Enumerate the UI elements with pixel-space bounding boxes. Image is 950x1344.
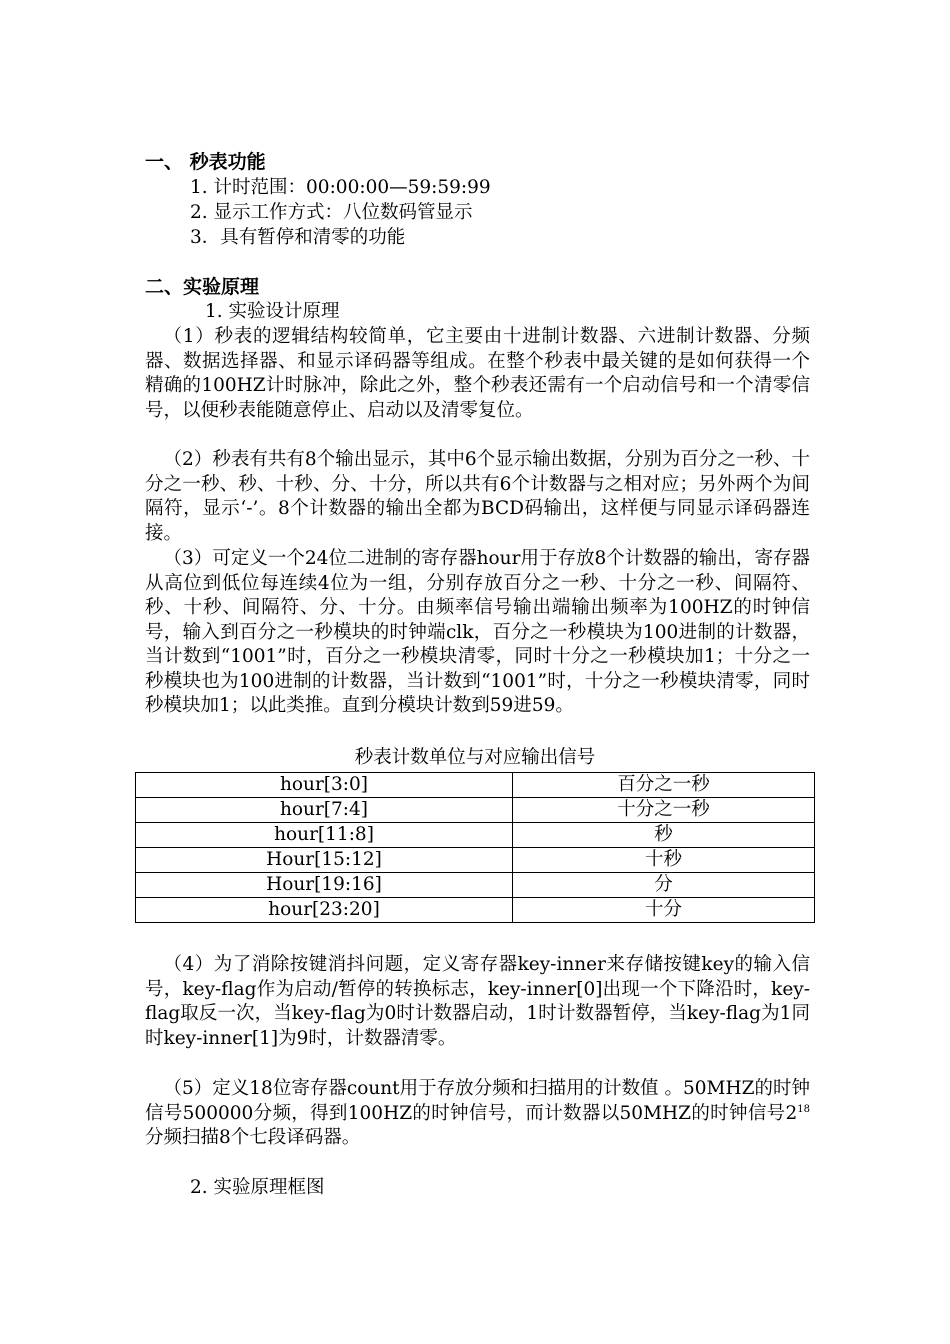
table-row: [136, 873, 815, 898]
paragraph-3: （3）可定义一个24位二进制的寄存器hour用于存放8个计数器的输出，寄存器从高位到低位每连续4位为一组，分别存放百分之一秒、十分之一秒、间隔符、秒、十秒、间隔符、分、十分。由频率信号输出端输出频率为100HZ的时钟信号，输入到百分之一秒模块的时钟端clk，百分之一秒模块为100进制的计数器，当计数到“1001”时，百分之一秒模块清零，同时十分之一秒模块加1；十分之一秒模块也为100进制的计数器，当计数到“1001”时，十分之一秒模块清零，同时秒模块加1；以此类推。直到分模块计数到59进59。: [145, 548, 810, 716]
paragraph-1: （1）秒表的逻辑结构较简单，它主要由十进制计数器、六进制计数器、分频器、数据选择器、和显示译码器等组成。在整个秒表中最关键的是如何获得一个精确的100HZ计时脉冲，除此之外，整个秒表还需有一个启动信号和一个清零信号，以便秒表能随意停止、启动以及清零复位。: [145, 326, 810, 421]
unit-cell: 十秒: [513, 848, 815, 873]
list-item: 3．具有暂停和清零的功能: [190, 227, 406, 248]
table-row: [136, 823, 815, 848]
table-row: [136, 848, 815, 873]
signal-cell: Hour[15:12]: [136, 848, 513, 873]
unit-cell: 十分: [513, 898, 815, 923]
signal-cell: hour[7:4]: [136, 798, 513, 823]
unit-cell: 秒: [513, 823, 815, 848]
list-item: 1. 计时范围：00:00:00—59:59:99: [190, 177, 491, 198]
unit-cell: 分: [513, 873, 815, 898]
section-2-heading: 二、实验原理: [145, 276, 260, 298]
subsection-title: 2. 实验原理框图: [190, 1177, 325, 1198]
list-item: 2. 显示工作方式：八位数码管显示: [190, 202, 473, 223]
signal-cell: hour[11:8]: [136, 823, 513, 848]
subsection-title: 1. 实验设计原理: [205, 301, 340, 322]
section-1-heading: 一、 秒表功能: [145, 151, 266, 173]
paragraph-5: [145, 1077, 810, 1151]
signal-cell: Hour[19:16]: [136, 873, 513, 898]
table-row: [136, 798, 815, 823]
table-row: [136, 898, 815, 923]
table-caption: 秒表计数单位与对应输出信号: [354, 747, 596, 768]
paragraph-5-text-a: （5）定义18位寄存器count用于存放分频和扫描用的计数值 。50MHZ的时钟信号500000分频，得到100HZ的时钟信号，而计数器以50MHZ的时钟信号2: [145, 1078, 810, 1124]
unit-cell: 百分之一秒: [513, 773, 815, 798]
signal-cell: hour[23:20]: [136, 898, 513, 923]
signal-cell: hour[3:0]: [136, 773, 513, 798]
paragraph-5-text-b: 分频扫描8个七段译码器。: [145, 1127, 361, 1148]
unit-cell: 十分之一秒: [513, 798, 815, 823]
table-row: [136, 773, 815, 798]
paragraph-2: （2）秒表有共有8个输出显示，其中6个显示输出数据，分别为百分之一秒、十分之一秒、秒、十秒、分、十分，所以共有6个计数器与之相对应；另外两个为间隔符，显示‘-’。8个计数器的输出全都为BCD码输出，这样便与同显示译码器连接。: [145, 449, 810, 544]
exponent: 18: [797, 1103, 810, 1115]
paragraph-4: （4）为了消除按键消抖问题，定义寄存器key-inner来存储按键key的输入信号，key-flag作为启动/暂停的转换标志，key-inner[0]出现一个下降沿时，key-flag取反一次，当key-flag为0时计数器启动，1时计数器暂停，当key-flag为1同时key-inner[1]为9时，计数器清零。: [145, 954, 810, 1049]
signal-table: [135, 772, 815, 923]
